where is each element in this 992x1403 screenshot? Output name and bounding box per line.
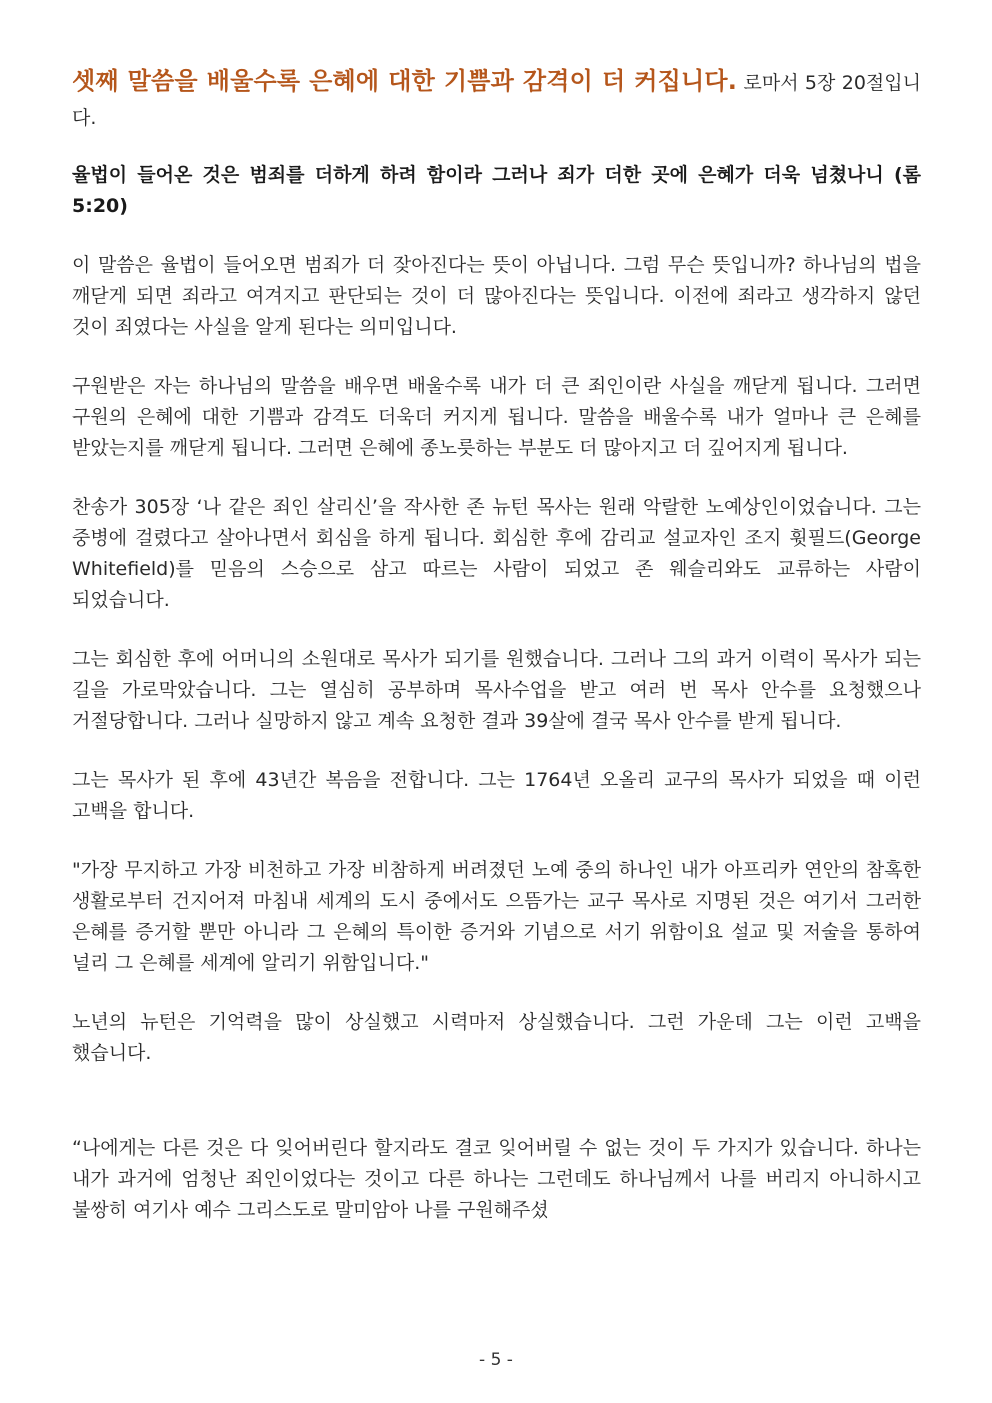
paragraph-4: 그는 회심한 후에 어머니의 소원대로 목사가 되기를 원했습니다. 그러나 그의 과거 이력이 목사가 되는 길을 가로막았습니다. 그는 열심히 공부하며 목사수업을 받고 여러 번 목사 안수를 요청했으나 거절당합니다. 그러나 실망하지 않고 계속 요청한 결과 39살에 결국 목사 안수를 받게 됩니다.: [72, 648, 921, 732]
spacer: [72, 222, 921, 250]
spacer: [72, 737, 921, 765]
heading-emphasis: 셋째 말씀을 배울수록 은혜에 대한 기쁨과 감격이 더 커집니다.: [72, 67, 738, 95]
page-number: - 5 -: [479, 1350, 513, 1370]
spacer: [72, 616, 921, 644]
paragraph-2: 구원받은 자는 하나님의 말씀을 배우면 배울수록 내가 더 큰 죄인이란 사실을 깨닫게 됩니다. 그러면 구원의 은혜에 대한 기쁨과 감격도 더욱더 커지게 됩니다. 말씀을 배울수록 내가 얼마나 큰 은혜를 받았는지를 깨닫게 됩니다. 그러면 은혜에 종노릇하는 부분도 더 많아지고 더 깊어지게 됩니다.: [72, 375, 921, 459]
quote-paragraph: "가장 무지하고 가장 비천하고 가장 비참하게 버려졌던 노예 중의 하나인 내가 아프리카 연안의 참혹한 생활로부터 건지어져 마침내 세계의 도시 중에서도 으뜸가는 교구 목사로 지명된 것은 여기서 그러한 은혜를 증거할 뿐만 아니라 그 은혜의 특이한 증거와 기념으로 서기 위함이요 설교 및 저술을 통하여 널리 그 은혜를 세계에 알리기 위함입니다.": [72, 859, 921, 974]
paragraph-5: 그는 목사가 된 후에 43년간 복음을 전합니다. 그는 1764년 오올리 교구의 목사가 되었을 때 이런 고백을 합니다.: [72, 769, 921, 822]
paragraph-6: 노년의 뉴턴은 기억력을 많이 상실했고 시력마저 상실했습니다. 그런 가운데 그는 이런 고백을 했습니다.: [72, 1011, 921, 1064]
spacer: [72, 136, 921, 160]
paragraph-1: 이 말씀은 율법이 들어오면 범죄가 더 잦아진다는 뜻이 아닙니다. 그럼 무슨 뜻입니까? 하나님의 법을 깨닫게 되면 죄라고 여겨지고 판단되는 것이 더 많아진다는 뜻입니다. 이전에 죄라고 생각하지 않던 것이 죄였다는 사실을 알게 된다는 의미입니다.: [72, 254, 921, 338]
quote-paragraph-2: “나에게는 다른 것은 다 잊어버린다 할지라도 결코 잊어버릴 수 없는 것이 두 가지가 있습니다. 하나는 내가 과거에 엄청난 죄인이었다는 것이고 다른 하나는 그런데도 하나님께서 나를 버리지 아니하시고 불쌍히 여기사 예수 그리스도로 말미암아 나를 구원해주셨: [72, 1137, 921, 1221]
spacer: [72, 827, 921, 855]
spacer: [72, 1069, 921, 1133]
section-heading: [72, 64, 921, 136]
spacer: [72, 464, 921, 492]
paragraph-3: 찬송가 305장 ‘나 같은 죄인 살리신’을 작사한 존 뉴턴 목사는 원래 악랄한 노예상인이었습니다. 그는 중병에 걸렸다고 살아나면서 회심을 하게 됩니다. 회심한 후에 감리교 설교자인 조지 휫필드(George Whitefield)를 믿음의 스승으로 삼고 따르는 사람이 되었고 존 웨슬리와도 교류하는 사람이 되었습니다.: [72, 496, 921, 611]
heading-reference: 로마서 5장 20절입니다.: [72, 72, 921, 129]
document-page: [72, 64, 921, 1226]
spacer: [72, 979, 921, 1007]
scripture-verse: 율법이 들어온 것은 범죄를 더하게 하려 함이라 그러나 죄가 더한 곳에 은혜가 더욱 넘쳤나니 (롬 5:20): [72, 164, 921, 217]
spacer: [72, 343, 921, 371]
